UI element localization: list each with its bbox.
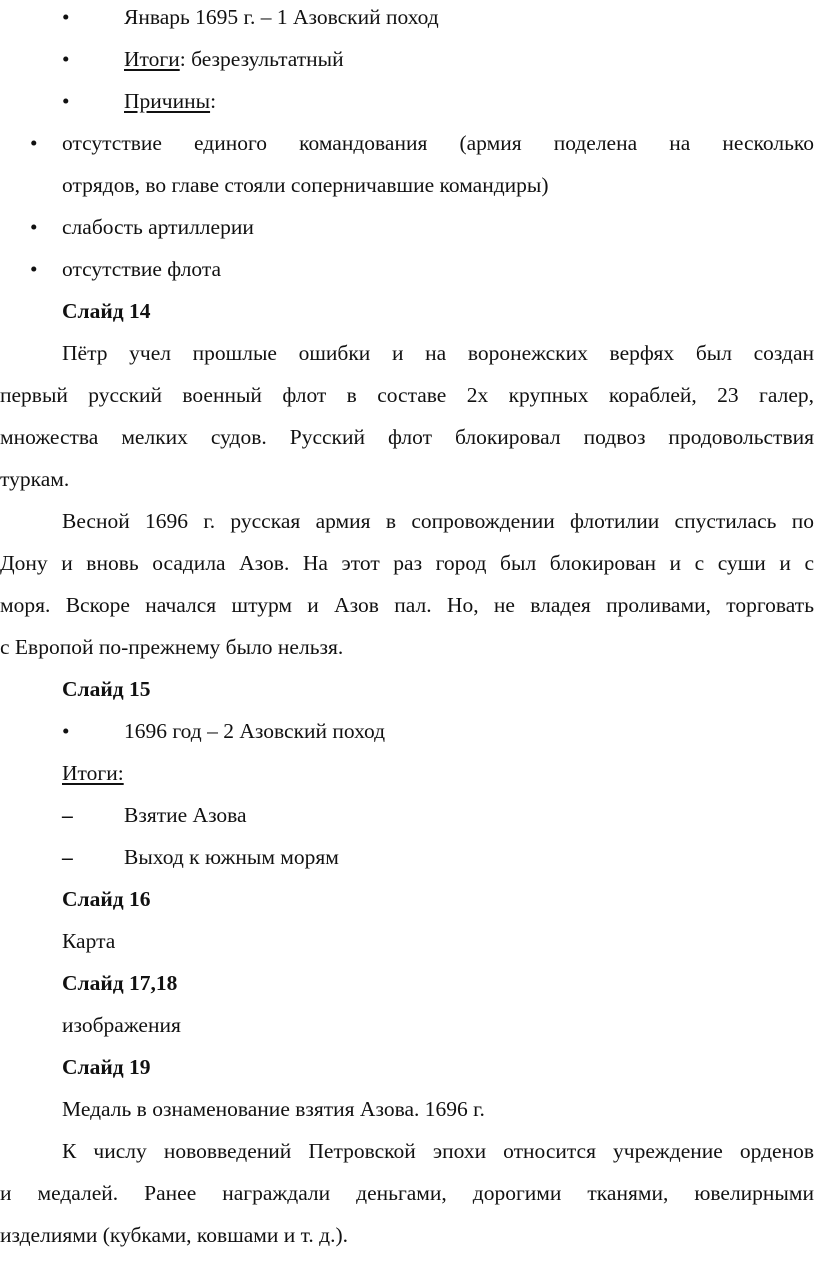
paragraph-text: Дону и вновь осадила Азов. На этот раз город был блокирован и с суши и с [0, 551, 814, 575]
paragraph-line [0, 1214, 816, 1256]
bullet-marker: • [30, 215, 38, 239]
bullet-text: Январь 1695 г. – 1 Азовский поход [124, 5, 439, 29]
slide-heading-text: Слайд 17,18 [62, 971, 178, 995]
slide-heading-text: Слайд 16 [62, 887, 151, 911]
paragraph-line [0, 332, 816, 374]
results-label-line [0, 752, 816, 794]
reason-item [0, 122, 816, 164]
slide-heading [0, 878, 816, 920]
paragraph-text: Пётр учел прошлые ошибки и на воронежских верфях был создан [62, 341, 814, 365]
bullet-marker: • [30, 257, 38, 281]
slide-text-line [0, 1004, 816, 1046]
reason-text: слабость артиллерии [62, 215, 254, 239]
dash-marker: – [62, 803, 73, 827]
paragraph-line [0, 626, 816, 668]
reason-text: отрядов, во главе стояли соперничавшие командиры) [62, 173, 549, 197]
reasons-colon: : [210, 89, 217, 113]
slide-heading-text: Слайд 19 [62, 1055, 151, 1079]
bullet-text: 1696 год – 2 Азовский поход [124, 719, 386, 743]
bullet-marker: • [62, 719, 70, 743]
slide-text: изображения [62, 1013, 181, 1037]
bullet-item [0, 0, 816, 38]
slide-heading [0, 1046, 816, 1088]
paragraph-text: с Европой по-прежнему было нельзя. [0, 635, 344, 659]
paragraph-text: К числу нововведений Петровской эпохи относится учреждение орденов [62, 1139, 814, 1163]
slide-heading-text: Слайд 14 [62, 299, 151, 323]
results-label: Итоги [124, 47, 180, 71]
reason-continuation [0, 164, 816, 206]
dash-text: Выход к южным морям [124, 845, 339, 869]
dash-item [0, 836, 816, 878]
reason-item [0, 206, 816, 248]
caption-line [0, 1088, 816, 1130]
paragraph-text: и медалей. Ранее награждали деньгами, дорогими тканями, ювелирными [0, 1181, 814, 1205]
paragraph-text: туркам. [0, 467, 70, 491]
bullet-marker: • [62, 89, 70, 113]
paragraph-line [0, 1172, 816, 1214]
slide-heading [0, 962, 816, 1004]
paragraph-text: множества мелких судов. Русский флот блокировал подвоз продовольствия [0, 425, 814, 449]
bullet-text [124, 38, 344, 80]
reasons-label: Причины [124, 89, 211, 113]
results-label: Итоги: [62, 761, 124, 785]
paragraph-line [0, 584, 816, 626]
bullet-item [0, 80, 816, 122]
slide-heading-text: Слайд 15 [62, 677, 151, 701]
slide-text-line [0, 920, 816, 962]
dash-text: Взятие Азова [124, 803, 247, 827]
paragraph-line [0, 1130, 816, 1172]
results-value: : безрезультатный [179, 47, 344, 71]
bullet-marker: • [62, 47, 70, 71]
bullet-marker: • [62, 5, 70, 29]
medal-caption: Медаль в ознаменование взятия Азова. 1696 г. [62, 1097, 485, 1121]
paragraph-line [0, 458, 816, 500]
bullet-text [124, 80, 216, 122]
paragraph-text: изделиями (кубками, ковшами и т. д.). [0, 1223, 349, 1247]
reason-text: отсутствие флота [62, 257, 222, 281]
slide-heading [0, 668, 816, 710]
paragraph-line [0, 374, 816, 416]
reason-text: отсутствие единого командования (армия поделена на несколько [62, 131, 814, 155]
paragraph-line [0, 500, 816, 542]
dash-item [0, 794, 816, 836]
paragraph-line [0, 542, 816, 584]
paragraph-text: Весной 1696 г. русская армия в сопровождении флотилии спустилась по [62, 509, 814, 533]
bullet-item [0, 38, 816, 80]
paragraph-text: моря. Вскоре начался штурм и Азов пал. Но, не владея проливами, торговать [0, 593, 814, 617]
slide-text: Карта [62, 929, 116, 953]
bullet-marker: • [30, 131, 38, 155]
dash-marker: – [62, 845, 73, 869]
paragraph-text: первый русский военный флот в составе 2х крупных кораблей, 23 галер, [0, 383, 814, 407]
reason-item [0, 248, 816, 290]
slide-heading [0, 290, 816, 332]
bullet-item [0, 710, 816, 752]
paragraph-line [0, 416, 816, 458]
